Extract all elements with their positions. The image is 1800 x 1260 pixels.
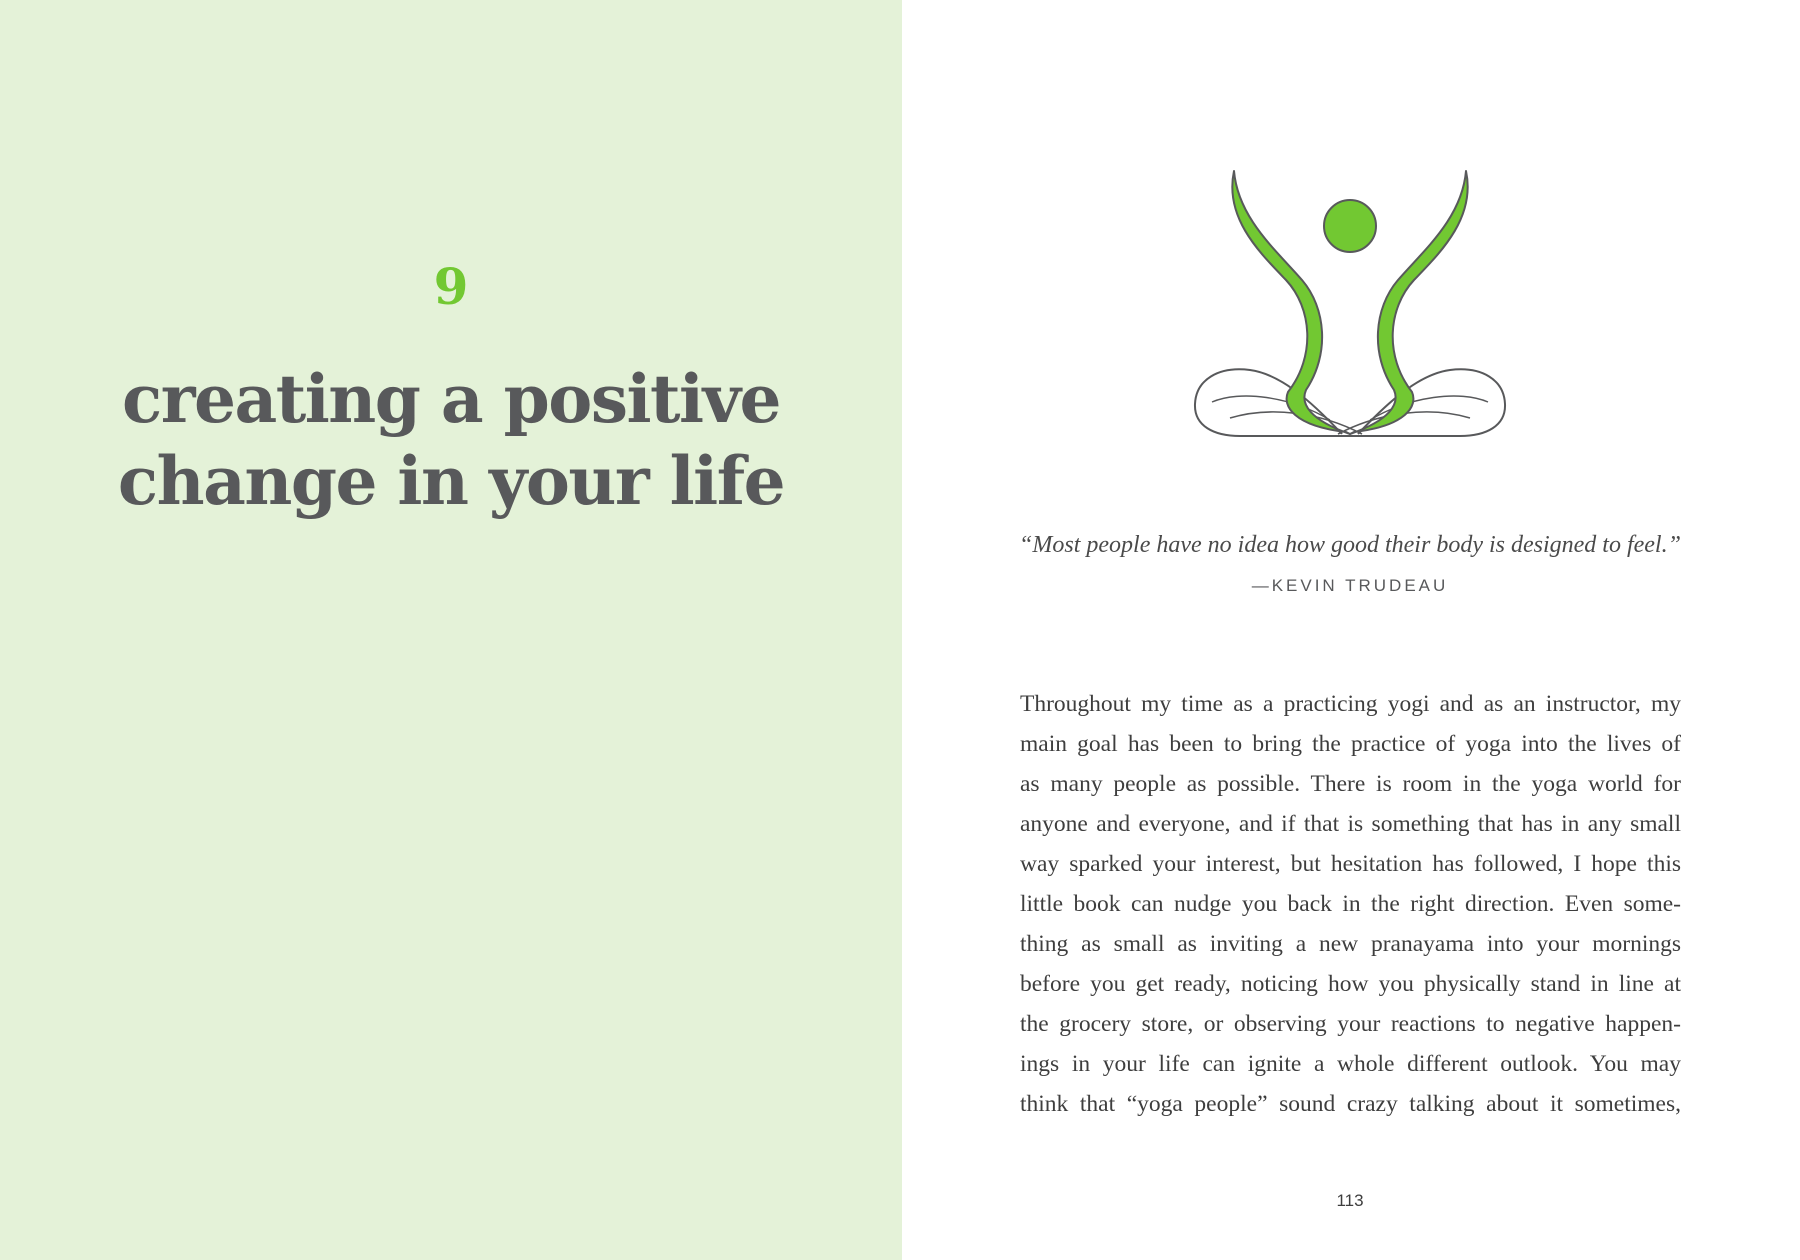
body-line: little book can nudge you back in the right direction. Even some- xyxy=(1020,891,1681,917)
chapter-title xyxy=(40,358,862,522)
chapter-title-line: creating a positive xyxy=(122,360,780,438)
quote-author: —KEVIN TRUDEAU xyxy=(1251,576,1449,595)
body-line: thing as small as inviting a new pranayama into your mornings xyxy=(1020,931,1681,957)
body-line: Throughout my time as a practicing yogi and as an instructor, my xyxy=(1020,691,1681,717)
epigraph xyxy=(960,533,1740,596)
body-line: main goal has been to bring the practice of yoga into the lives of xyxy=(1020,731,1681,757)
quote-text: “Most people have no idea how good their body is designed to feel.” xyxy=(1019,532,1681,558)
body-line: anyone and everyone, and if that is something that has in any small xyxy=(1020,811,1681,837)
body-line: way sparked your interest, but hesitation has followed, I hope this xyxy=(1020,851,1681,877)
body-line: think that “yoga people” sound crazy talking about it sometimes, xyxy=(1020,1091,1681,1117)
figure-head xyxy=(1324,200,1376,252)
seated-yoga-figure-icon xyxy=(1190,168,1510,443)
body-paragraph xyxy=(1020,684,1681,1124)
chapter-title-line: change in your life xyxy=(117,442,785,520)
body-line: as many people as possible. There is room in the yoga world for xyxy=(1020,771,1681,797)
chapter-number: 9 xyxy=(433,257,469,316)
page-number: 113 xyxy=(1336,1191,1364,1210)
body-line: before you get ready, noticing how you physically stand in line at xyxy=(1020,971,1681,997)
body-line: ings in your life can ignite a whole different outlook. You may xyxy=(1020,1051,1681,1077)
body-line: the grocery store, or observing your reactions to negative happen- xyxy=(1020,1011,1681,1037)
